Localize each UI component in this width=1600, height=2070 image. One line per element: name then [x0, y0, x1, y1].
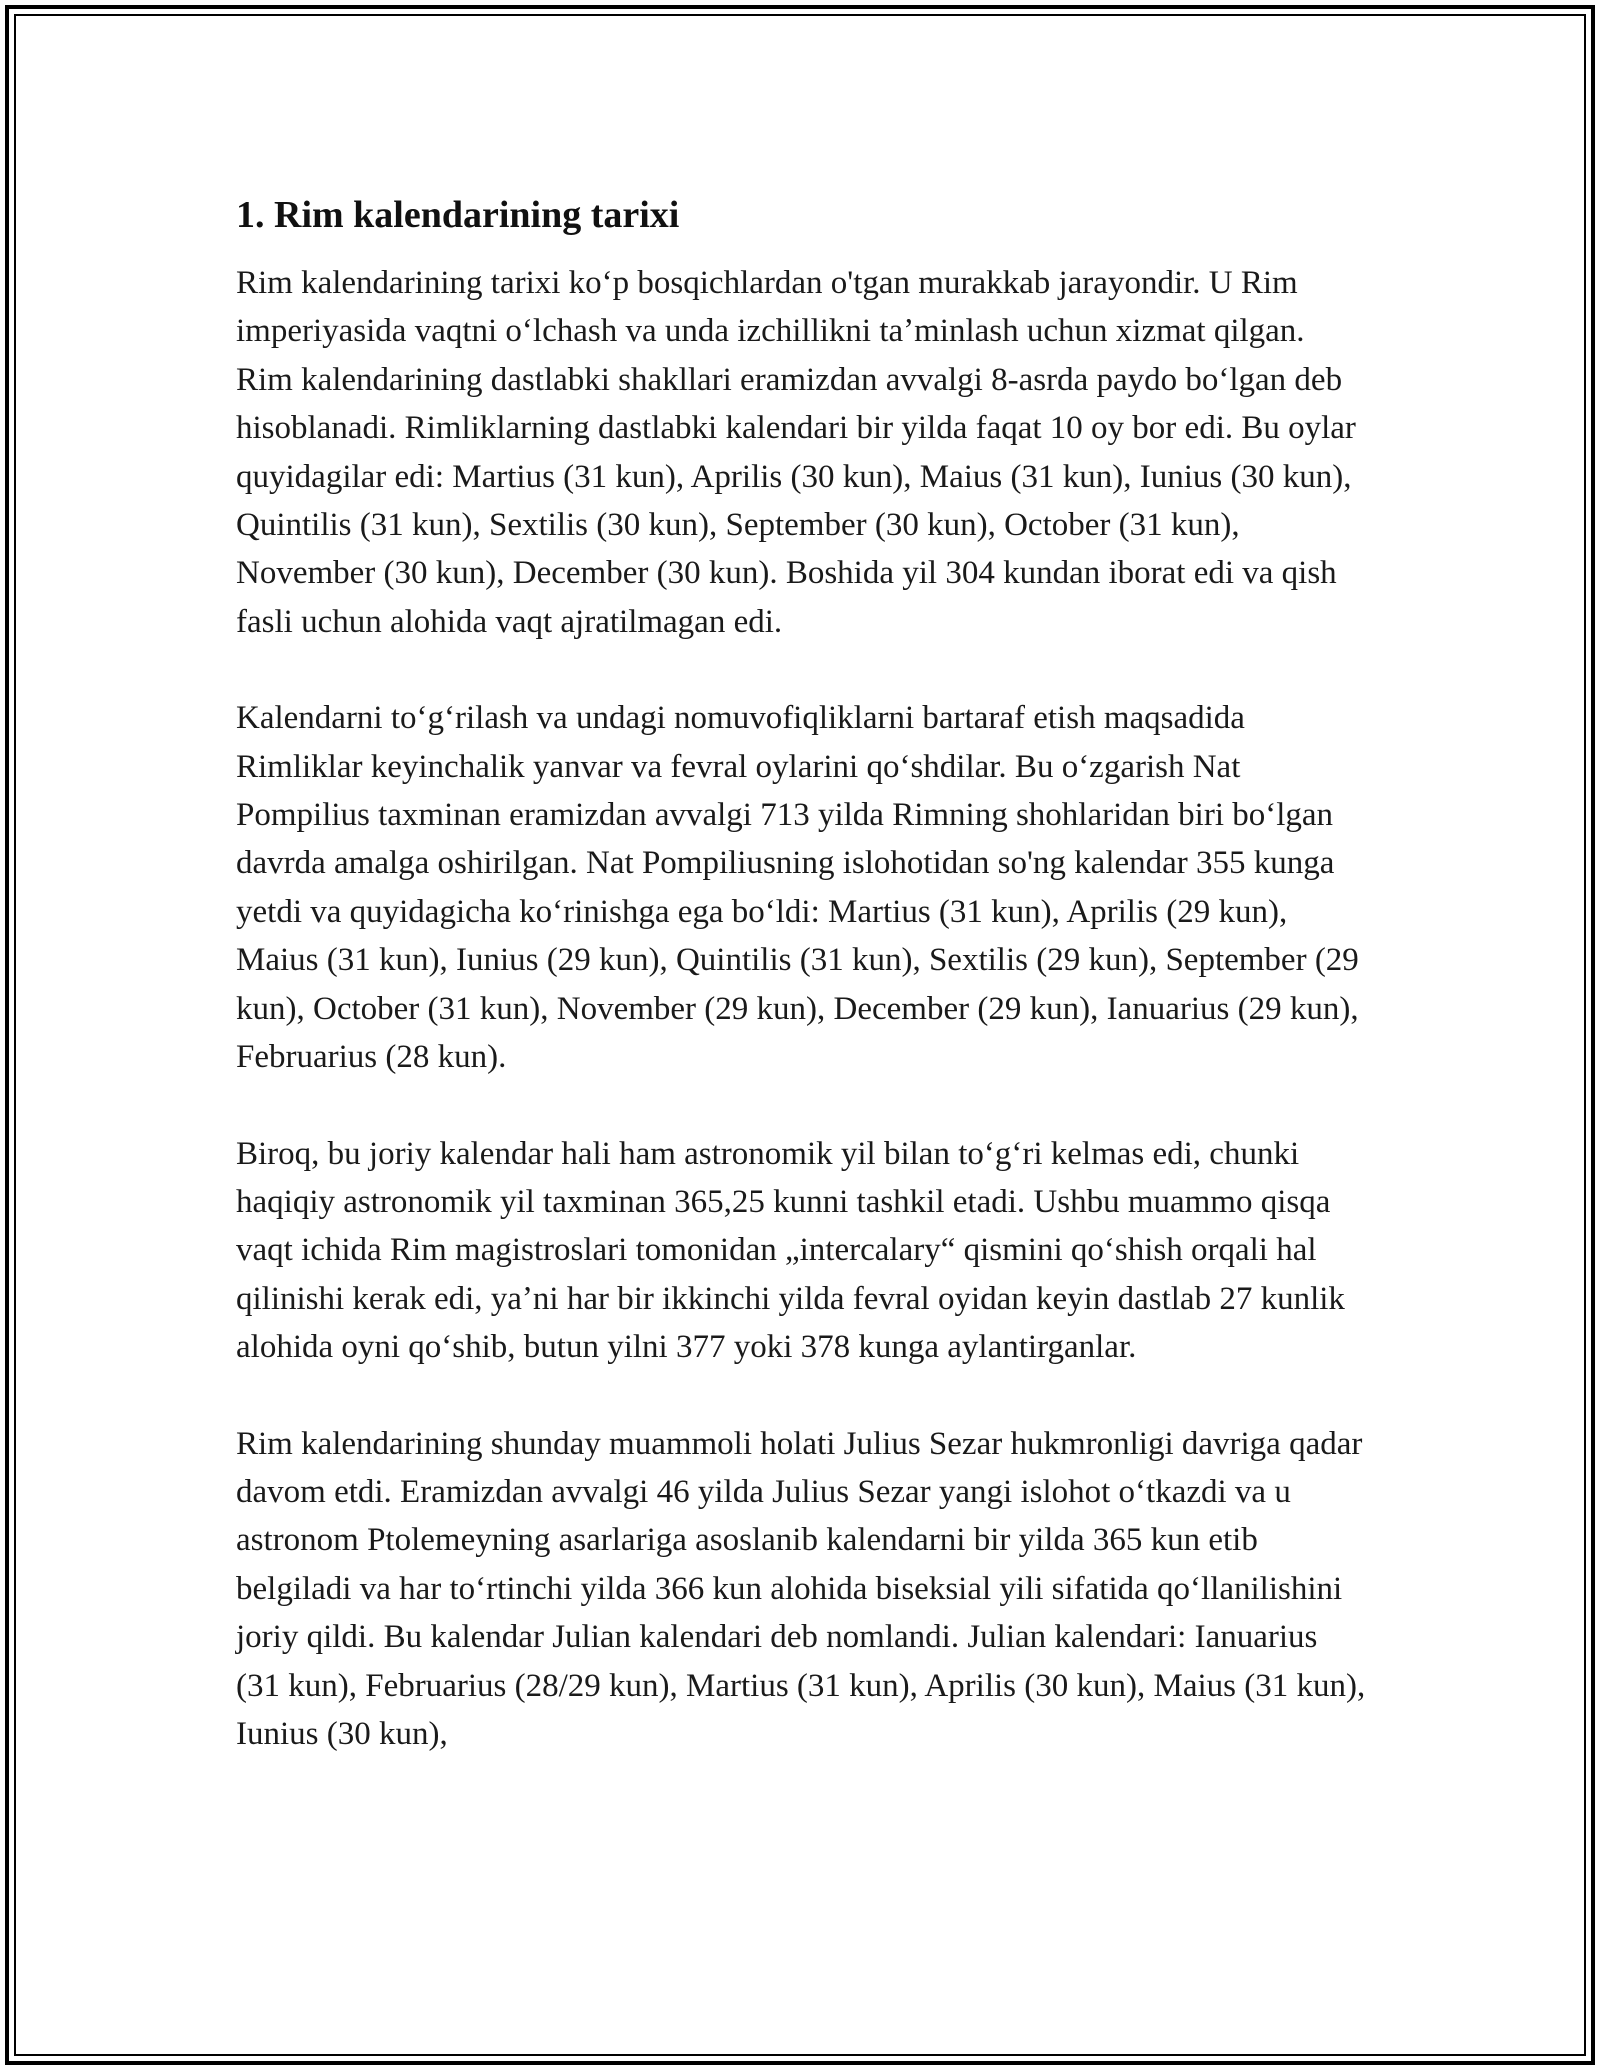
paragraph-1: Rim kalendarining tarixi koʻp bosqichlardan o'tgan murakkab jarayondir. U Rim imperiyasida vaqtni oʻlchash va unda izchillikni taʼminlash uchun xizmat qilgan. Rim kalendarining dastlabki shakllari eramizdan avvalgi 8-asrda paydo boʻlgan deb hisoblanadi. Rimliklarning dastlabki kalendari bir yilda faqat 10 oy bor edi. Bu oylar quyidagilar edi: Martius (31 kun), Aprilis (30 kun), Maius (31 kun), Iunius (30 kun), Quintilis (31 kun), Sextilis (30 kun), September (30 kun), October (31 kun), November (30 kun), December (30 kun). Boshida yil 304 kundan iborat edi va qish fasli uchun alohida vaqt ajratilmagan edi. [236, 265, 1356, 640]
paragraph-2: Kalendarni toʻgʻrilash va undagi nomuvofiqliklarni bartaraf etish maqsadida Rimliklar keyinchalik yanvar va fevral oylarini qoʻshdilar. Bu oʻzgarish Nat Pompilius taxminan eramizdan avvalgi 713 yilda Rimning shohlaridan biri boʻlgan davrda amalga oshirilgan. Nat Pompiliusning islohotidan so'ng kalendar 355 kunga yetdi va quyidagicha koʻrinishga ega boʻldi: Martius (31 kun), Aprilis (29 kun), Maius (31 kun), Iunius (29 kun), Quintilis (31 kun), Sextilis (29 kun), September (29 kun), October (31 kun), November (29 kun), December (29 kun), Ianuarius (29 kun), Februarius (28 kun). [236, 700, 1359, 1076]
section-heading: 1. Rim kalendarining tarixi [236, 194, 680, 236]
document-body [236, 185, 1366, 1806]
paragraph-3: Biroq, bu joriy kalendar hali ham astronomik yil bilan toʻgʻri kelmas edi, chunki haqiqiy astronomik yil taxminan 365,25 kunni tashkil etadi. Ushbu muammo qisqa vaqt ichida Rim magistroslari tomonidan „intercalary“ qismini qoʻshish orqali hal qilinishi kerak edi, yaʼni har bir ikkinchi yilda fevral oyidan keyin dastlab 27 kunlik alohida oyni qoʻshib, butun yilni 377 yoki 378 kunga aylantirganlar. [236, 1135, 1345, 1366]
paragraph-4: Rim kalendarining shunday muammoli holati Julius Sezar hukmronligi davriga qadar davom etdi. Eramizdan avvalgi 46 yilda Julius Sezar yangi islohot oʻtkazdi va u astronom Ptolemeyning asarlariga asoslanib kalendarni bir yilda 365 kun etib belgiladi va har toʻrtinchi yilda 366 kun alohida biseksial yili sifatida qoʻllanilishini joriy qildi. Bu kalendar Julian kalendari deb nomlandi. Julian kalendari: Ianuarius (31 kun), Februarius (28/29 kun), Martius (31 kun), Aprilis (30 kun), Maius (31 kun), Iunius (30 kun), [236, 1425, 1366, 1752]
